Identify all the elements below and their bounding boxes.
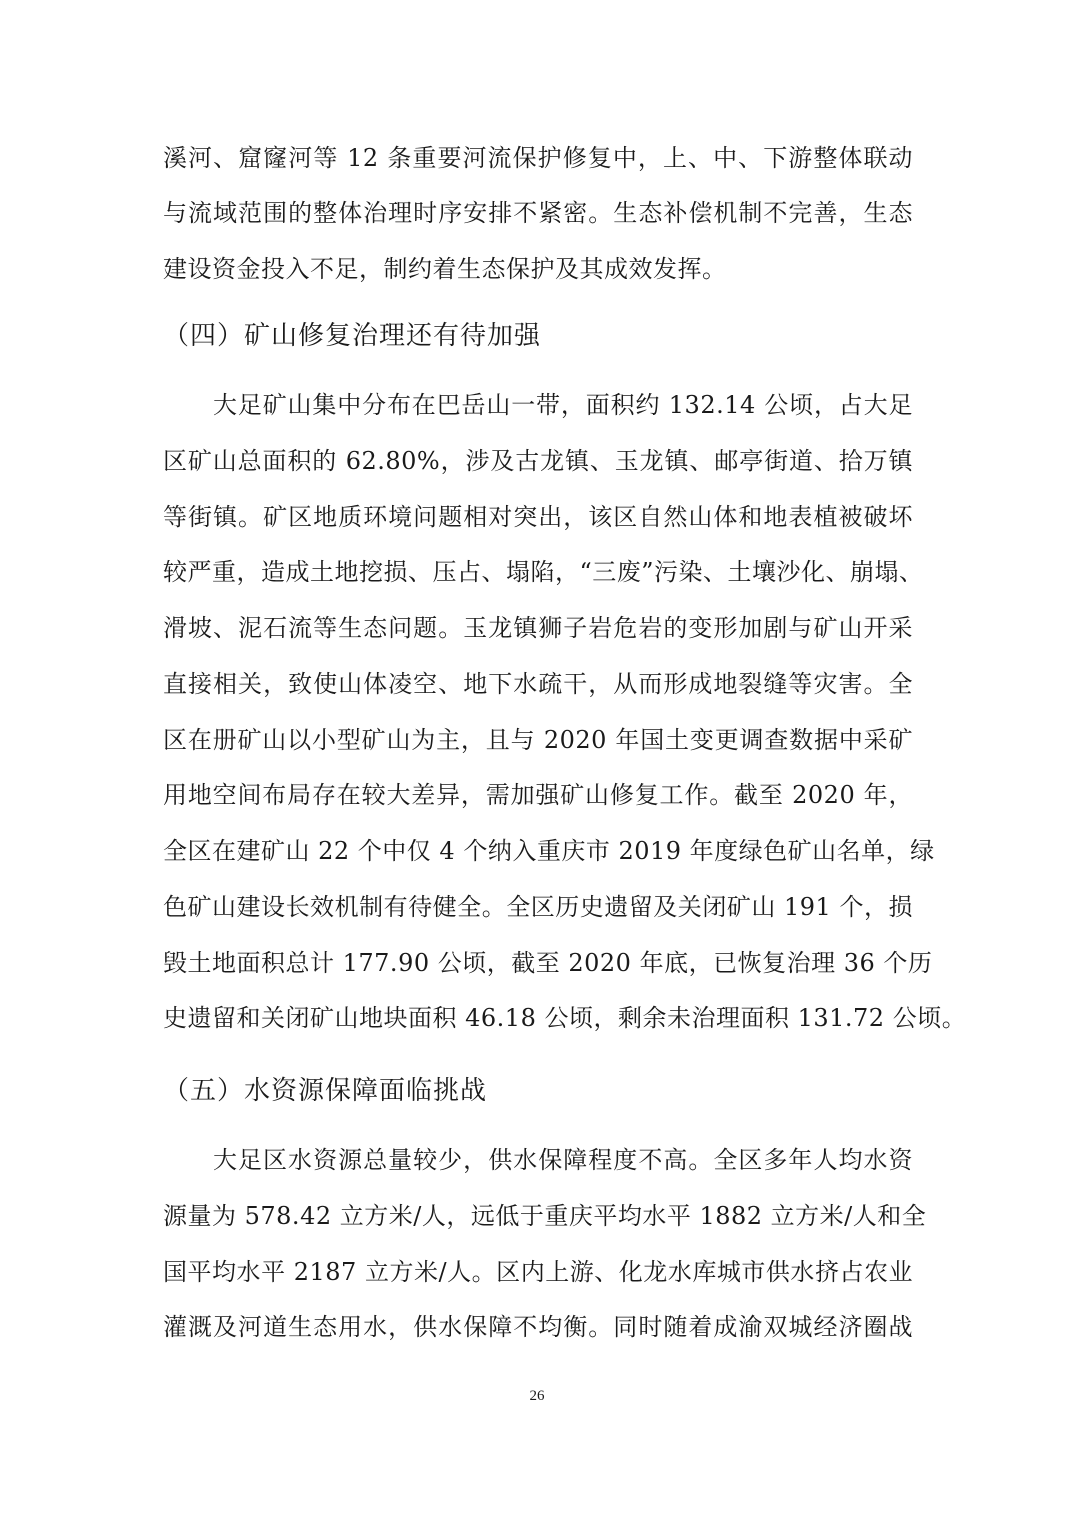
paragraph-line: 灌溉及河道生态用水，供水保障不均衡。同时随着成渝双城经济圈战 (163, 1313, 913, 1341)
paragraph-line: 大足矿山集中分布在巴岳山一带，面积约 132.14 公顷，占大足 (213, 391, 913, 419)
paragraph-line: 区矿山总面积的 62.80%，涉及古龙镇、玉龙镇、邮亭街道、拾万镇 (163, 447, 913, 475)
paragraph-line: 与流域范围的整体治理时序安排不紧密。生态补偿机制不完善，生态 (163, 199, 913, 227)
paragraph-line: 全区在建矿山 22 个中仅 4 个纳入重庆市 2019 年度绿色矿山名单，绿 (163, 837, 935, 865)
paragraph-line: 国平均水平 2187 立方米/人。区内上游、化龙水库城市供水挤占农业 (163, 1258, 913, 1286)
paragraph-line: 源量为 578.42 立方米/人，远低于重庆平均水平 1882 立方米/人和全 (163, 1202, 927, 1230)
page-number: 26 (529, 1388, 545, 1404)
paragraph-line: 色矿山建设长效机制有待健全。全区历史遗留及关闭矿山 191 个，损 (163, 893, 913, 921)
paragraph-line: 区在册矿山以小型矿山为主，且与 2020 年国土变更调查数据中采矿 (163, 726, 913, 754)
paragraph-line: 直接相关，致使山体凌空、地下水疏干，从而形成地裂缝等灾害。全 (163, 670, 913, 698)
paragraph-line: 较严重，造成土地挖损、压占、塌陷，“三废”污染、土壤沙化、崩塌、 (163, 558, 924, 586)
paragraph-line: 毁土地面积总计 177.90 公顷，截至 2020 年底，已恢复治理 36 个历 (163, 949, 933, 977)
paragraph-line: 建设资金投入不足，制约着生态保护及其成效发挥。 (163, 255, 727, 283)
paragraph-line: 大足区水资源总量较少，供水保障程度不高。全区多年人均水资 (213, 1146, 913, 1174)
paragraph-line: 用地空间布局存在较大差异，需加强矿山修复工作。截至 2020 年， (163, 781, 913, 809)
paragraph-line: 等街镇。矿区地质环境问题相对突出，该区自然山体和地表植被破坏 (163, 503, 913, 531)
paragraph-line: 史遗留和关闭矿山地块面积 46.18 公顷，剩余未治理面积 131.72 公顷。 (163, 1004, 967, 1032)
paragraph-line: 溪河、窟窿河等 12 条重要河流保护修复中，上、中、下游整体联动 (163, 144, 913, 172)
section-heading: （五）水资源保障面临挑战 (163, 1076, 488, 1106)
section-heading: （四）矿山修复治理还有待加强 (163, 321, 542, 351)
paragraph-line: 滑坡、泥石流等生态问题。玉龙镇狮子岩危岩的变形加剧与矿山开采 (163, 614, 913, 642)
